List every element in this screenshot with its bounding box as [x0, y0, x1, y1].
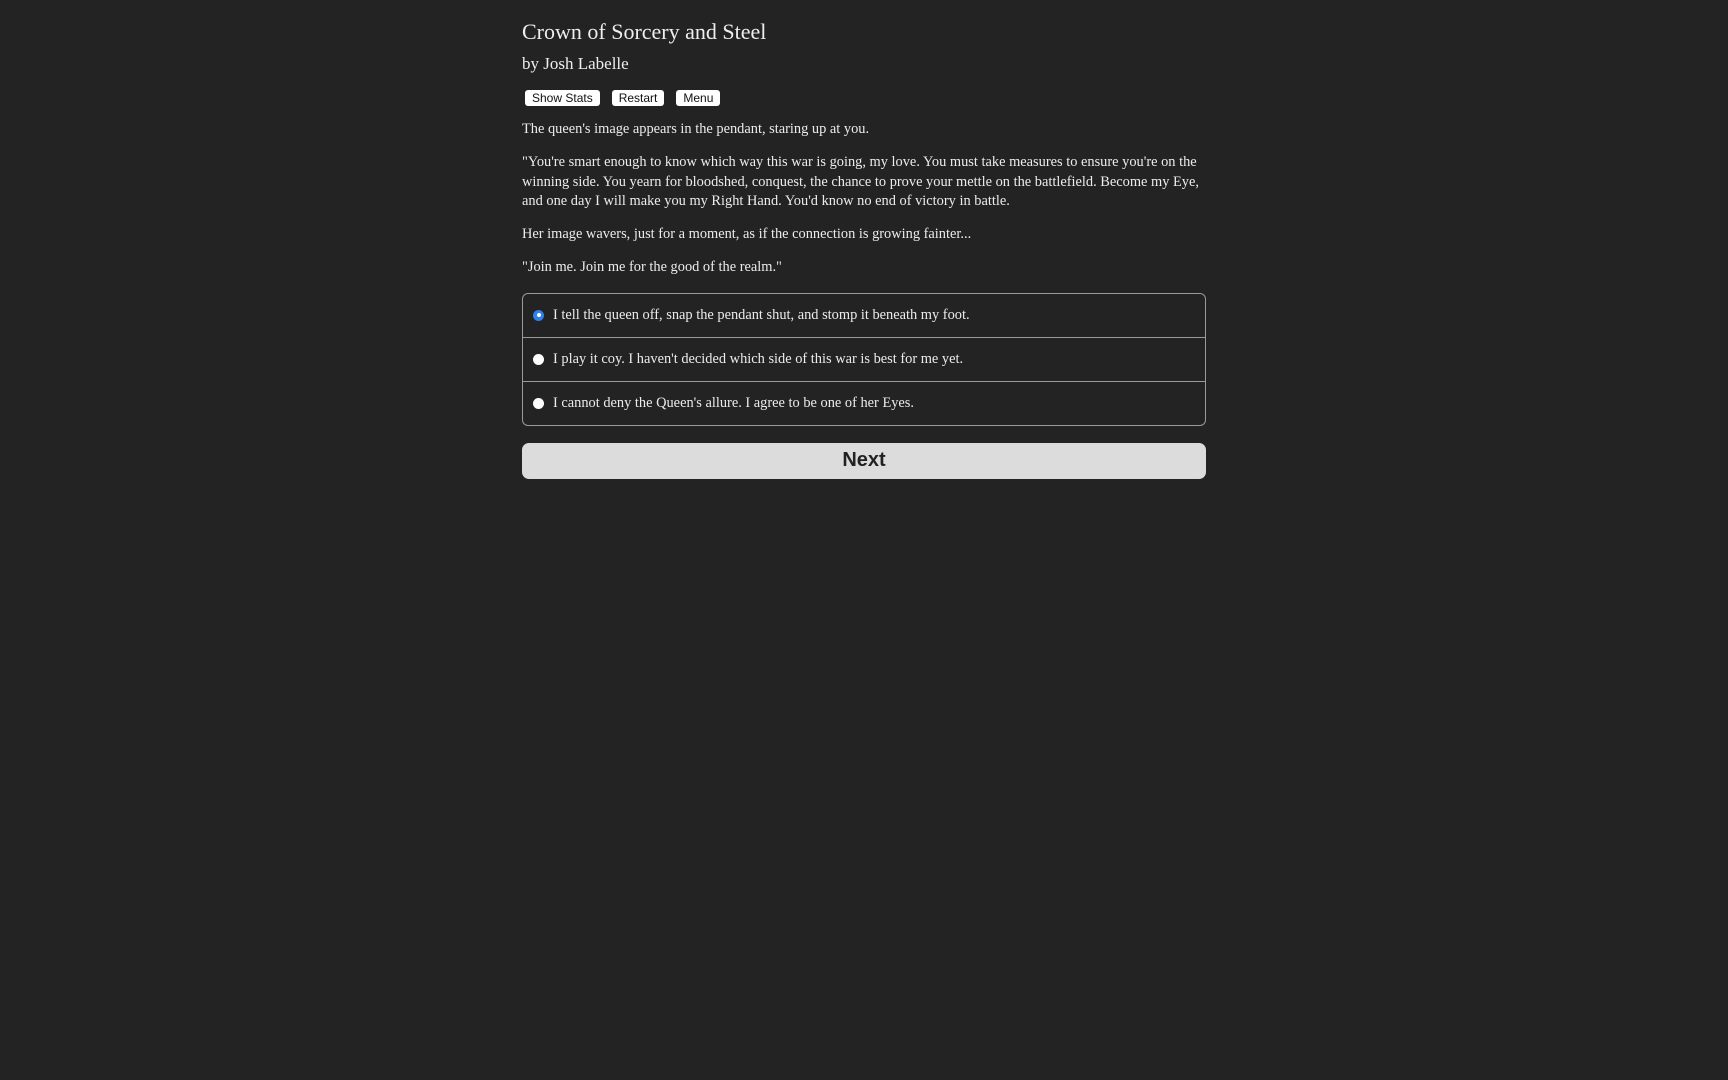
story-paragraph: "Join me. Join me for the good of the realm.": [522, 259, 782, 275]
radio-button-2[interactable]: [533, 354, 544, 365]
radio-button-1[interactable]: [533, 310, 544, 321]
choice-option-1[interactable]: [523, 294, 1205, 337]
game-container: [522, 0, 1206, 479]
choice-list: [522, 293, 1206, 426]
restart-button[interactable]: Restart: [612, 90, 665, 106]
choice-label: I tell the queen off, snap the pendant shut, and stomp it beneath my foot.: [553, 306, 970, 323]
story-paragraph: "You're smart enough to know which way this war is going, my love. You must take measures to ensure you're on the winning side. You yearn for bloodshed, conquest, the chance to prove your mettle on the battlefield. Become my Eye, and one day I will make you my Right Hand. You'd know no end of victory in battle.: [522, 154, 1199, 209]
toolbar: [522, 90, 1206, 107]
menu-button[interactable]: Menu: [676, 90, 720, 106]
radio-button-3[interactable]: [533, 398, 544, 409]
next-button[interactable]: Next: [522, 443, 1206, 479]
game-author: by Josh Labelle: [522, 54, 629, 73]
story-text: [522, 120, 1206, 278]
show-stats-button[interactable]: Show Stats: [525, 90, 600, 106]
game-title: Crown of Sorcery and Steel: [522, 19, 767, 44]
story-paragraph: Her image wavers, just for a moment, as if the connection is growing fainter...: [522, 226, 972, 242]
story-paragraph: The queen's image appears in the pendant, staring up at you.: [522, 121, 870, 137]
choice-option-2[interactable]: [523, 337, 1205, 381]
choice-option-3[interactable]: [523, 381, 1205, 425]
choice-label: I cannot deny the Queen's allure. I agree to be one of her Eyes.: [553, 394, 915, 411]
choice-label: I play it coy. I haven't decided which side of this war is best for me yet.: [553, 350, 964, 367]
